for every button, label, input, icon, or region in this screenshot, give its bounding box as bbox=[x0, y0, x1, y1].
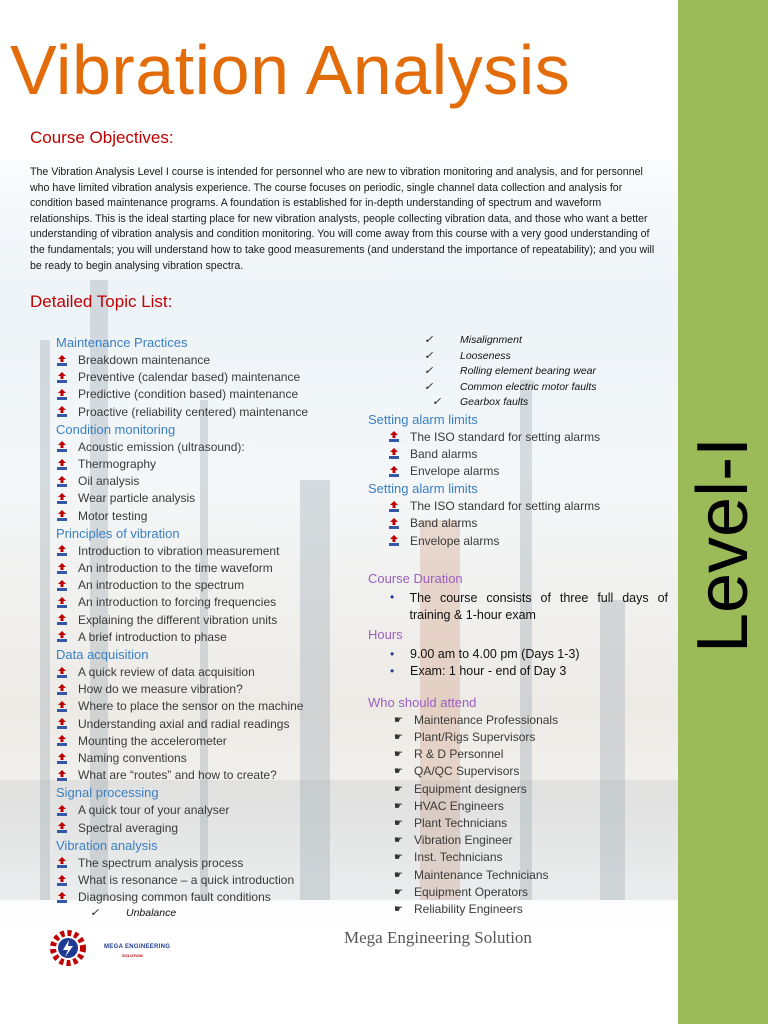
list-item: ✓ Common electric motor faults bbox=[424, 380, 668, 396]
group-title-signal: Signal processing bbox=[56, 785, 159, 801]
logo-text: MEGA ENGINEERING bbox=[104, 944, 171, 950]
arrow-bullet-icon bbox=[56, 510, 68, 522]
checkmark-icon: ✓ bbox=[424, 380, 434, 393]
left-topic-column bbox=[56, 334, 356, 922]
list-item: Proactive (reliability centered) maintenance bbox=[56, 404, 356, 421]
list-item: ☛ Inst. Technicians bbox=[394, 849, 668, 866]
list-item: ☛ Equipment designers bbox=[394, 781, 668, 798]
list-alarms-1 bbox=[368, 429, 668, 481]
list-item: ☛ R & D Personnel bbox=[394, 746, 668, 763]
list-item: Acoustic emission (ultrasound): bbox=[56, 439, 356, 456]
list-condition bbox=[56, 439, 356, 525]
arrow-bullet-icon bbox=[56, 459, 68, 471]
group-title-alarms-2: Setting alarm limits bbox=[368, 481, 478, 497]
list-item: Thermography bbox=[56, 456, 356, 473]
list-item: Band alarms bbox=[388, 515, 668, 532]
arrow-bullet-icon bbox=[56, 563, 68, 575]
pointing-hand-icon: ☛ bbox=[394, 714, 403, 726]
topics-heading: Detailed Topic List: bbox=[30, 292, 173, 311]
duration-text: The course consists of three full days of training & 1-hour exam bbox=[409, 590, 668, 622]
list-item: ☛ QA/QC Supervisors bbox=[394, 763, 668, 780]
list-item: Diagnosing common fault conditions bbox=[56, 889, 356, 906]
arrow-bullet-icon bbox=[56, 892, 68, 904]
list-item: ✓ Gearbox faults bbox=[424, 395, 668, 411]
arrow-bullet-icon bbox=[56, 372, 68, 384]
list-maintenance bbox=[56, 352, 356, 421]
pointing-hand-icon: ☛ bbox=[394, 800, 403, 812]
list-item: An introduction to forcing frequencies bbox=[56, 594, 356, 611]
bullet-icon: • bbox=[390, 646, 395, 661]
list-item: • Exam: 1 hour - end of Day 3 bbox=[390, 663, 567, 678]
group-title-vibration: Vibration analysis bbox=[56, 837, 158, 853]
footer-company-name: Mega Engineering Solution bbox=[344, 928, 532, 947]
list-vibration bbox=[56, 855, 356, 922]
list-item: Predictive (condition based) maintenance bbox=[56, 386, 356, 403]
list-item: • 9.00 am to 4.00 pm (Days 1-3) bbox=[390, 646, 580, 661]
list-item: Envelope alarms bbox=[388, 533, 668, 550]
list-item: Understanding axial and radial readings bbox=[56, 716, 356, 733]
pointing-hand-icon: ☛ bbox=[394, 869, 403, 881]
list-item: Band alarms bbox=[388, 446, 668, 463]
list-item: ☛ Equipment Operators bbox=[394, 884, 668, 901]
arrow-bullet-icon bbox=[56, 735, 68, 747]
duration-item bbox=[368, 590, 668, 624]
arrow-bullet-icon bbox=[56, 597, 68, 609]
list-item: ☛ Reliability Engineers bbox=[394, 901, 668, 918]
logo-subtext: SOLUTION bbox=[122, 953, 143, 958]
list-faults bbox=[368, 333, 668, 411]
group-title-principles: Principles of vibration bbox=[56, 525, 180, 541]
list-hours bbox=[368, 646, 668, 680]
list-item: What are “routes” and how to create? bbox=[56, 767, 356, 784]
arrow-bullet-icon bbox=[56, 406, 68, 418]
arrow-bullet-icon bbox=[56, 631, 68, 643]
arrow-bullet-icon bbox=[56, 389, 68, 401]
arrow-bullet-icon bbox=[56, 355, 68, 367]
list-item: ✓ Misalignment bbox=[424, 333, 668, 349]
list-item: The spectrum analysis process bbox=[56, 855, 356, 872]
pointing-hand-icon: ☛ bbox=[394, 835, 403, 847]
level-label: Level-I bbox=[683, 436, 763, 654]
arrow-bullet-icon bbox=[388, 466, 400, 478]
list-item: ☛ HVAC Engineers bbox=[394, 798, 668, 815]
company-logo-icon bbox=[38, 928, 98, 968]
list-item: Explaining the different vibration units bbox=[56, 612, 356, 629]
checkmark-icon: ✓ bbox=[432, 396, 442, 408]
list-item: Envelope alarms bbox=[388, 463, 668, 480]
list-item: Mounting the accelerometer bbox=[56, 733, 356, 750]
arrow-bullet-icon bbox=[56, 701, 68, 713]
list-item: ☛ Maintenance Professionals bbox=[394, 712, 668, 729]
arrow-bullet-icon bbox=[56, 545, 68, 557]
bullet-icon: • bbox=[390, 663, 395, 678]
list-signal bbox=[56, 802, 356, 836]
checkmark-icon: ✓ bbox=[424, 365, 434, 377]
arrow-bullet-icon bbox=[56, 753, 68, 765]
arrow-bullet-icon bbox=[56, 580, 68, 592]
pointing-hand-icon: ☛ bbox=[394, 817, 403, 829]
list-item: ☛ Maintenance Technicians bbox=[394, 867, 668, 884]
arrow-bullet-icon bbox=[56, 718, 68, 730]
list-item: How do we measure vibration? bbox=[56, 681, 356, 698]
list-item: ☛ Plant/Rigs Supervisors bbox=[394, 729, 668, 746]
arrow-bullet-icon bbox=[56, 805, 68, 817]
arrow-bullet-icon bbox=[56, 875, 68, 887]
arrow-bullet-icon bbox=[56, 822, 68, 834]
list-item: ✓ Looseness bbox=[424, 349, 668, 365]
list-acquisition bbox=[56, 664, 356, 784]
group-title-acquisition: Data acquisition bbox=[56, 647, 149, 663]
list-item: ☛ Plant Technicians bbox=[394, 815, 668, 832]
group-title-duration: Course Duration bbox=[368, 570, 463, 586]
objectives-heading: Course Objectives: bbox=[30, 128, 174, 147]
list-item: A brief introduction to phase bbox=[56, 629, 356, 646]
pointing-hand-icon: ☛ bbox=[394, 903, 403, 915]
list-item: Naming conventions bbox=[56, 750, 356, 767]
group-title-maintenance: Maintenance Practices bbox=[56, 335, 188, 350]
objectives-text: The Vibration Analysis Level I course is intended for personnel who are new to vibration monitoring and analysis, and for personnel who have limited vibration analysis experience. The course focuses on periodic, single channel data collection and analysis for condition based maintenance programs. A foundation is established for in-depth understanding of spectrum and waveform relationships. This is the ideal starting place for new vibration analysts, people collecting vibration data, and those who want a better understanding of vibration analysis and condition monitoring. You will come away from this course with a very good understanding of the fundamentals; you will understand how to take good measurements (and understand the importance of repeatability); and you will be ready to begin analysing vibration spectra. bbox=[30, 166, 655, 272]
list-item: ✓ Unbalance bbox=[56, 906, 356, 922]
arrow-bullet-icon bbox=[388, 448, 400, 460]
pointing-hand-icon: ☛ bbox=[394, 783, 403, 795]
arrow-bullet-icon bbox=[388, 518, 400, 530]
arrow-bullet-icon bbox=[388, 501, 400, 513]
page-title: Vibration Analysis bbox=[10, 31, 571, 109]
pointing-hand-icon: ☛ bbox=[394, 886, 403, 898]
arrow-bullet-icon bbox=[56, 770, 68, 782]
arrow-bullet-icon bbox=[56, 857, 68, 869]
checkmark-icon: ✓ bbox=[424, 349, 434, 362]
group-title-attend: Who should attend bbox=[368, 694, 477, 710]
list-attend bbox=[368, 712, 668, 918]
arrow-bullet-icon bbox=[56, 684, 68, 696]
arrow-bullet-icon bbox=[56, 476, 68, 488]
pointing-hand-icon: ☛ bbox=[394, 731, 403, 743]
list-item: An introduction to the spectrum bbox=[56, 577, 356, 594]
list-item: The ISO standard for setting alarms bbox=[388, 429, 668, 446]
arrow-bullet-icon bbox=[388, 431, 400, 443]
list-item: Wear particle analysis bbox=[56, 490, 356, 507]
list-item: Motor testing bbox=[56, 508, 356, 525]
list-alarms-2 bbox=[368, 498, 668, 550]
list-item: Where to place the sensor on the machine bbox=[56, 698, 356, 715]
arrow-bullet-icon bbox=[388, 535, 400, 547]
arrow-bullet-icon bbox=[56, 667, 68, 679]
list-item: Spectral averaging bbox=[56, 820, 356, 837]
group-title-alarms-1: Setting alarm limits bbox=[368, 411, 478, 427]
arrow-bullet-icon bbox=[56, 614, 68, 626]
pointing-hand-icon: ☛ bbox=[394, 749, 403, 761]
arrow-bullet-icon bbox=[56, 441, 68, 453]
group-title-condition: Condition monitoring bbox=[56, 421, 176, 437]
group-title-hours: Hours bbox=[368, 626, 403, 642]
right-topic-column bbox=[368, 333, 668, 918]
list-item: What is resonance – a quick introduction bbox=[56, 872, 356, 889]
list-item: ✓ Rolling element bearing wear bbox=[424, 364, 668, 380]
list-item: The ISO standard for setting alarms bbox=[388, 498, 668, 515]
list-item: A quick review of data acquisition bbox=[56, 664, 356, 681]
list-item: A quick tour of your analyser bbox=[56, 802, 356, 819]
checkmark-icon: ✓ bbox=[90, 907, 100, 920]
checkmark-icon: ✓ bbox=[424, 334, 434, 346]
list-principles bbox=[56, 543, 356, 646]
list-item: ☛ Vibration Engineer bbox=[394, 832, 668, 849]
list-item: An introduction to the time waveform bbox=[56, 560, 356, 577]
list-item: Introduction to vibration measurement bbox=[56, 543, 356, 560]
list-item: Preventive (calendar based) maintenance bbox=[56, 369, 356, 386]
list-item: Oil analysis bbox=[56, 473, 356, 490]
list-item: Breakdown maintenance bbox=[56, 352, 356, 369]
bullet-icon: • bbox=[390, 589, 395, 604]
pointing-hand-icon: ☛ bbox=[394, 852, 403, 864]
arrow-bullet-icon bbox=[56, 493, 68, 505]
pointing-hand-icon: ☛ bbox=[394, 766, 403, 778]
